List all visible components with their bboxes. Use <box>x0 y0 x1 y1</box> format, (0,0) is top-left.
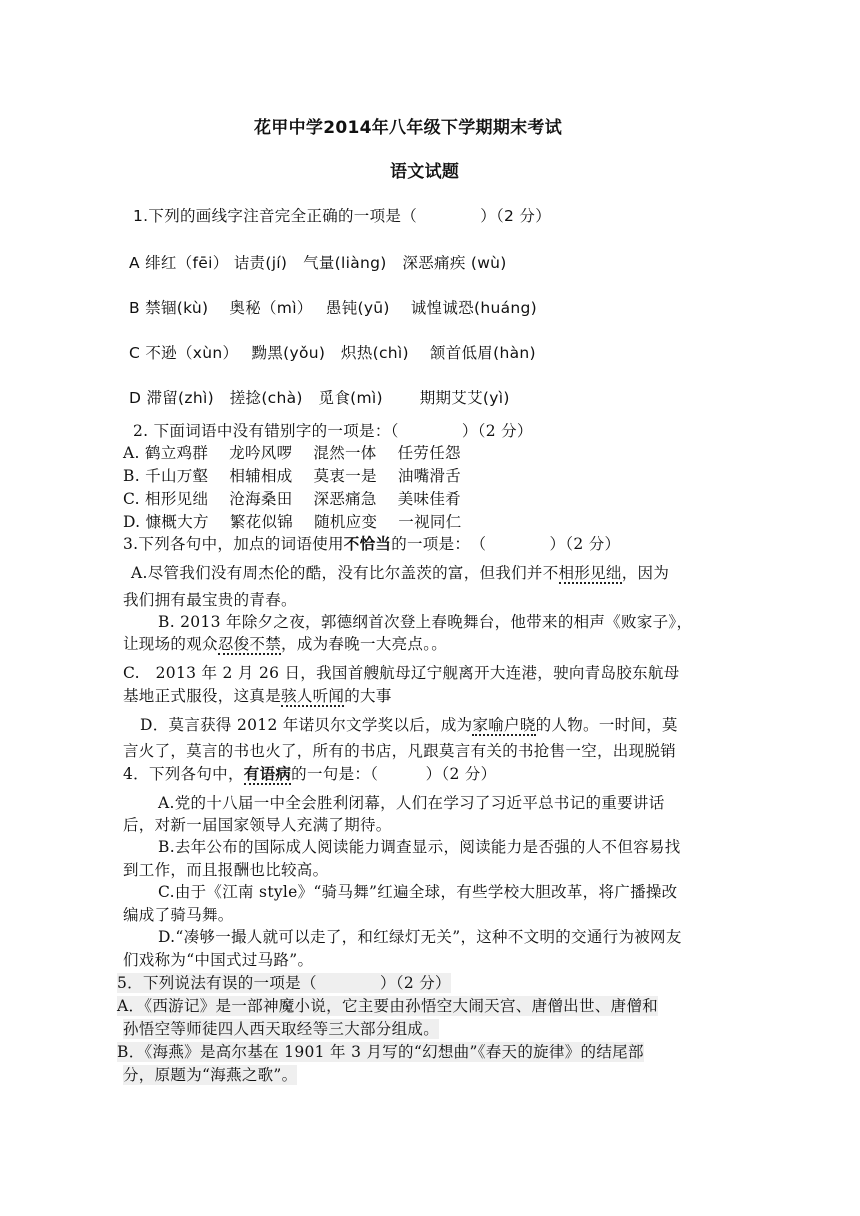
q1-option-d: D 滞留(zhì) 搓捻(chà) 觅食(mì) 期期艾艾(yì) <box>129 389 510 407</box>
q1-option-a: A 绯红（fēi） 诘责(jí) 气量(liàng) 深恶痛疾 (wù) <box>129 254 507 272</box>
q4-option-a-line1: A.党的十八届一中全会胜利闭幕，人们在学习了习近平总书记的重要讲话 <box>158 794 665 812</box>
q5-option-a-line1: A．《西游记》是一部神魔小说，它主要由孙悟空大闹天宫、唐僧出世、唐僧和 <box>117 997 658 1015</box>
q2-option-a: A. 鹤立鸡群 龙吟风啰 混然一体 任劳任怨 <box>123 444 461 462</box>
q3-dotted-phrase: 骇人听闻 <box>281 687 345 705</box>
exam-title: 花甲中学2014年八年级下学期期末考试 <box>254 118 563 138</box>
q3-text: D．莫言获得 2012 年诺贝尔文学奖以后，成为 <box>140 716 473 734</box>
q3-stem <box>123 534 620 554</box>
q3-stem-part: 的一项是： （ ）（2 分） <box>391 535 621 553</box>
q4-option-d-line1: D.“凑够一撮人就可以走了，和红绿灯无关”，这种不文明的交通行为被网友 <box>158 928 682 946</box>
q4-stem-part: 的一句是：（ ）（2 分） <box>291 765 497 783</box>
exam-subtitle: 语文试题 <box>390 162 460 182</box>
q3-option-b-line2 <box>123 634 447 654</box>
q3-option-c-line1: C. 2013 年 2 月 26 日，我国首艘航母辽宁舰离开大连港，驶向青岛胶东航母 <box>123 664 680 682</box>
q4-stem-part: 4．下列各句中， <box>123 765 244 783</box>
q3-option-a-line1 <box>131 563 669 583</box>
q4-option-c-line1: C.由于《江南 style》“骑马舞”红遍全球，有些学校大胆改革，将广播操改 <box>158 883 678 901</box>
q3-option-d-line1 <box>140 715 678 735</box>
q3-text: 的人物。一时间，莫 <box>535 716 678 734</box>
q5-stem: 5．下列说法有误的一项是（ ）（2 分） <box>117 974 451 992</box>
q3-text: 基地正式服役，这真是 <box>123 687 282 705</box>
q3-stem-part: 3.下列各句中，加点的词语使用 <box>123 535 344 553</box>
q3-text: ，成为春晚一大亮点。。 <box>281 635 448 653</box>
q1-option-b: B 禁锢(kù) 奥秘（mì） 愚钝(yū) 诚惶诚恐(huáng) <box>129 299 538 317</box>
q3-option-d-line2: 言火了，莫言的书也火了，所有的书店，凡跟莫言有关的书抢售一空，出现脱销 <box>123 742 677 760</box>
q5-option-b-line2: 分，原题为“海燕之歌”。 <box>123 1066 298 1084</box>
q3-text: 的大事 <box>344 687 392 705</box>
q3-dotted-phrase: 家喻户晓 <box>472 716 536 734</box>
q4-stem <box>123 764 496 784</box>
q3-option-b-line1: B. 2013 年除夕之夜，郭德纲首次登上春晚舞台，他带来的相声《败家子》， <box>158 613 693 631</box>
q4-option-c-line2: 编成了骑马舞。 <box>123 906 234 924</box>
q3-text: 让现场的观众 <box>123 635 218 653</box>
q3-dotted-phrase: 忍俊不禁 <box>217 635 282 653</box>
q1-stem: 1.下列的画线字注音完全正确的一项是（ ）（2 分） <box>133 207 552 225</box>
q2-option-d: D. 慷概大方 繁花似锦 随机应变 一视同仁 <box>123 513 462 531</box>
q2-option-b: B. 千山万壑 相辅相成 莫衷一是 油嘴滑舌 <box>123 467 462 485</box>
q5-option-a-line2: 孙悟空等师徒四人西天取经等三大部分组成。 <box>123 1020 440 1038</box>
q4-option-d-line2: 们戏称为“中国式过马路”。 <box>123 951 314 969</box>
q2-option-c: C. 相形见绌 沧海桑田 深恶痛急 美味佳肴 <box>123 490 461 508</box>
q3-text: ，因为 <box>621 564 670 582</box>
q3-text: A.尽管我们没有周杰伦的酷，没有比尔盖茨的富，但我们并不 <box>131 564 559 582</box>
q1-option-c: C 不逊（xùn） 黝黑(yǒu) 炽热(chì) 颔首低眉(hàn) <box>129 344 536 362</box>
q5-option-b-line1: B．《海燕》是高尔基在 1901 年 3 月写的“幻想曲”《春天的旋律》的结尾部 <box>117 1043 644 1061</box>
q4-option-a-line2: 后，对新一届国家领导人充满了期待。 <box>123 816 392 834</box>
q3-dotted-phrase: 相形见绌 <box>558 564 622 582</box>
q4-stem-emphasis: 有语病 <box>243 765 292 783</box>
q3-stem-emphasis: 不恰当 <box>343 535 392 553</box>
q3-option-a-line2: 我们拥有最宝贵的青春。 <box>123 591 297 609</box>
q2-stem: 2. 下面词语中没有错别字的一项是：（ ）（2 分） <box>133 422 533 440</box>
q4-option-b-line2: 到工作，而且报酬也比较高。 <box>123 861 329 879</box>
q3-option-c-line2 <box>123 686 392 706</box>
q4-option-b-line1: B.去年公布的国际成人阅读能力调查显示，阅读能力是否强的人不但容易找 <box>158 838 681 856</box>
